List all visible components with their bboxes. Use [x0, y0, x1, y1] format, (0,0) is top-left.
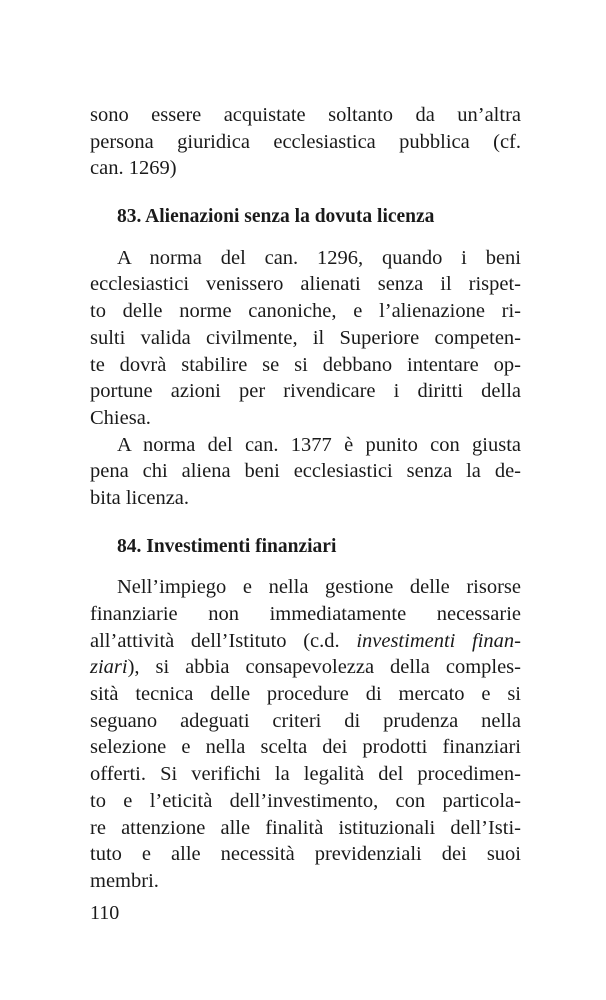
text-line [90, 868, 521, 895]
text-line [90, 574, 521, 601]
text-segment: Chiesa. [90, 406, 151, 429]
text-line [90, 102, 521, 129]
text-line [90, 378, 521, 405]
text-line [90, 681, 521, 708]
text-segment: finanziarie non immediatamente necessarie [90, 603, 521, 625]
text-line [90, 761, 521, 788]
text-line [90, 654, 521, 681]
paragraph [90, 432, 521, 512]
text-line [90, 601, 521, 628]
text-line [90, 458, 521, 485]
text-line [90, 788, 521, 815]
paragraph [90, 245, 521, 432]
text-line [90, 708, 521, 735]
text-segment: sono essere acquistate soltanto da un’altra [90, 104, 521, 126]
paragraph [90, 574, 521, 894]
italic-text: ziari [90, 656, 128, 679]
section-heading: 84. Investimenti finanziari [117, 535, 337, 557]
text-segment: bita licenza. [90, 486, 190, 509]
text-line [90, 352, 521, 379]
text-line [90, 271, 521, 298]
text-segment: can. 1269) [90, 157, 177, 180]
text-line [90, 815, 521, 842]
text-segment: A norma del can. 1377 è punito con giusta [117, 433, 521, 456]
text-segment: sulti valida civilmente, il Superiore competen- [90, 326, 521, 349]
text-segment: A norma del can. 1296, quando i beni [117, 246, 521, 269]
text-line [90, 734, 521, 761]
text-segment: portune azioni per rivendicare i diritti della [90, 380, 521, 403]
text-line [90, 628, 521, 655]
text-line [90, 325, 521, 352]
text-segment: ), si abbia consapevolezza della comples- [127, 656, 521, 679]
text-line [90, 129, 521, 156]
text-segment: persona giuridica ecclesiastica pubblica (cf. [90, 130, 521, 153]
text-segment: to e l’eticità dell’investimento, con particola- [90, 789, 521, 812]
text-segment: te dovrà stabilire se si debbano intentare op- [90, 353, 521, 376]
text-segment: ecclesiastici venissero alienati senza il rispet- [90, 273, 521, 296]
paragraph [90, 102, 521, 182]
text-line [90, 298, 521, 325]
text-line [90, 841, 521, 868]
text-segment: all’attività dell’Istituto (c.d. [90, 629, 357, 652]
text-line [90, 155, 521, 182]
text-segment: to delle norme canoniche, e l’alienazione ri- [90, 300, 521, 323]
text-segment: offerti. Si verifichi la legalità del procedimen- [90, 763, 521, 786]
text-line [90, 485, 521, 512]
text-line [90, 405, 521, 432]
text-segment: re attenzione alle finalità istituzionali dell’Isti- [90, 816, 521, 839]
page-number: 110 [90, 902, 120, 924]
text-segment: seguano adeguati criteri di prudenza nella [90, 709, 521, 732]
section-heading: 83. Alienazioni senza la dovuta licenza [117, 206, 435, 228]
italic-text: investimenti finan- [356, 629, 521, 652]
text-segment: pena chi aliena beni ecclesiastici senza la de- [90, 460, 521, 483]
text-segment: tuto e alle necessità previdenziali dei suoi [90, 843, 521, 866]
text-segment: membri. [90, 869, 159, 892]
text-line [90, 245, 521, 272]
text-segment: selezione e nella scelta dei prodotti finanziari [90, 736, 521, 759]
text-segment: sità tecnica delle procedure di mercato e si [90, 683, 521, 706]
text-segment: Nell’impiego e nella gestione delle risorse [117, 576, 521, 599]
page-body [90, 102, 521, 895]
text-line [90, 432, 521, 459]
